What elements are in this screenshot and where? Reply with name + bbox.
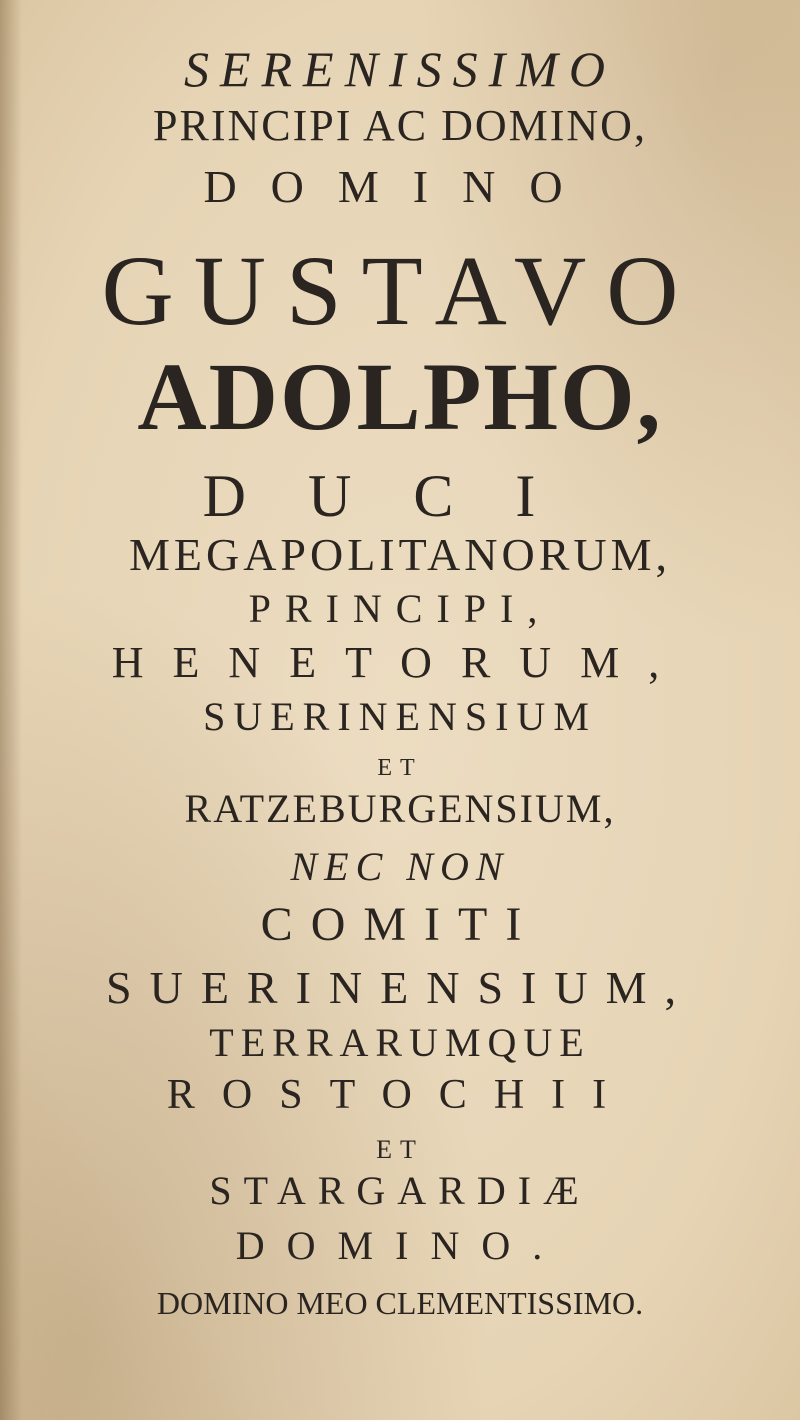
dedication-line-adolpho: ADOLPHO,: [137, 343, 663, 450]
dedication-line-domino-final: DOMINO.: [235, 1223, 565, 1268]
dedication-line-domino: DOMINO: [203, 161, 597, 212]
dedication-line-suerinensium-2: SUERINENSIUM,: [106, 962, 694, 1013]
dedication-line-terrarumque: TERRARUMQUE: [209, 1020, 591, 1065]
dedication-line-principi-ac-domino: PRINCIPI AC DOMINO,: [153, 101, 647, 150]
dedication-line-comiti: COMITI: [260, 898, 540, 951]
dedication-line-nec-non: NEC NON: [290, 844, 510, 889]
dedication-line-ratzeburgensium: RATZEBURGENSIUM,: [184, 786, 616, 831]
dedication-line-gustavo: GUSTAVO: [101, 235, 699, 346]
dedication-line-rostochii: ROSTOCHII: [166, 1072, 634, 1118]
dedication-line-stargardiae: STARGARDIÆ: [209, 1168, 591, 1213]
dedication-line-suerinensium: SUERINENSIUM: [203, 694, 597, 739]
dedication-line-duci: DUCI: [202, 463, 598, 529]
dedication-line-et-2: ET: [376, 1135, 424, 1164]
dedication-line-serenissimo: SERENISSIMO: [183, 41, 617, 97]
dedication-line-henetorum: HENETORUM,: [111, 638, 689, 687]
dedication-line-domino-meo-clementissimo: DOMINO MEO CLEMENTISSIMO.: [156, 1285, 644, 1321]
dedication-line-megapolitanorum: MEGAPOLITANORUM,: [128, 529, 672, 580]
dedication-line-et-1: ET: [377, 755, 423, 781]
dedication-line-principi: PRINCIPI,: [248, 586, 552, 631]
